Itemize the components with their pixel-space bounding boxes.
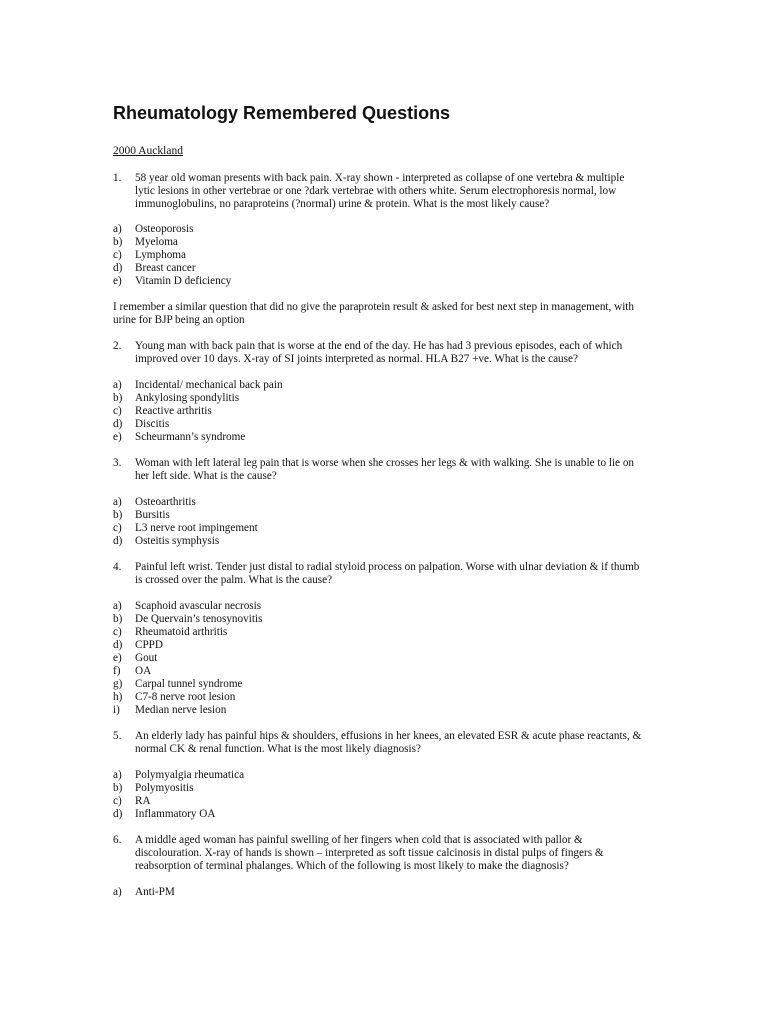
option-text: Osteoporosis <box>135 223 194 235</box>
question-text-line: improved over 10 days. X-ray of SI joints interpreted as normal. HLA B27 +ve. What is the cause? <box>135 353 578 365</box>
option-text: CPPD <box>135 639 163 651</box>
option-letter: c) <box>113 626 122 638</box>
question-text-line: normal CK & renal function. What is the most likely diagnosis? <box>135 743 421 755</box>
option-text: OA <box>135 665 152 677</box>
option-text: Osteoarthritis <box>135 496 196 508</box>
option-letter: c) <box>113 249 122 261</box>
option-letter: f) <box>113 665 121 677</box>
option-text: Myeloma <box>135 236 178 248</box>
option-letter: c) <box>113 795 122 807</box>
option-letter: e) <box>113 652 122 664</box>
option-text: Anti-PM <box>135 886 175 898</box>
question-text-line: An elderly lady has painful hips & shoulders, effusions in her knees, an elevated ESR & acute phase reactants, & <box>135 730 642 742</box>
note-text-line: urine for BJP being an option <box>113 314 245 326</box>
option-letter: a) <box>113 769 122 781</box>
option-text: Gout <box>135 652 158 664</box>
option-text: Osteitis symphysis <box>135 535 220 547</box>
option-text: L3 nerve root impingement <box>135 522 258 534</box>
question-number: 1. <box>113 172 122 184</box>
option-letter: a) <box>113 886 122 898</box>
option-text: Polymyositis <box>135 782 194 794</box>
question-text-line: immunoglobulins, no paraproteins (?normal) urine & protein. What is the most likely cause? <box>135 198 550 210</box>
option-text: Ankylosing spondylitis <box>135 392 240 404</box>
option-letter: b) <box>113 236 123 248</box>
question-number: 3. <box>113 457 122 469</box>
option-letter: d) <box>113 639 123 651</box>
option-text: De Quervain’s tenosynovitis <box>135 613 263 625</box>
option-letter: a) <box>113 223 122 235</box>
note-text-line: I remember a similar question that did no give the paraprotein result & asked for best next step in management, with <box>113 301 635 313</box>
option-letter: b) <box>113 782 123 794</box>
option-text: Vitamin D deficiency <box>135 275 232 287</box>
option-letter: h) <box>113 691 123 703</box>
option-letter: d) <box>113 418 123 430</box>
question-text-line: is crossed over the palm. What is the cause? <box>135 574 333 586</box>
question-number: 6. <box>113 834 122 846</box>
question-text-line: her left side. What is the cause? <box>135 470 277 482</box>
option-text: Breast cancer <box>135 262 196 274</box>
question-number: 2. <box>113 340 122 352</box>
option-letter: b) <box>113 392 123 404</box>
option-text: Incidental/ mechanical back pain <box>135 379 283 391</box>
option-text: Bursitis <box>135 509 170 521</box>
option-text: Rheumatoid arthritis <box>135 626 228 638</box>
option-text: Scheurmann’s syndrome <box>135 431 246 443</box>
question-text-line: Painful left wrist. Tender just distal to radial styloid process on palpation. Worse with ulnar deviation & if thumb <box>135 561 640 573</box>
option-text: Discitis <box>135 418 170 430</box>
question-text-line: reabsorption of terminal phalanges. Which of the following is most likely to make the diagnosis? <box>135 860 569 872</box>
option-letter: a) <box>113 600 122 612</box>
option-text: C7-8 nerve root lesion <box>135 691 236 703</box>
option-text: RA <box>135 795 151 807</box>
option-text: Reactive arthritis <box>135 405 212 417</box>
option-letter: d) <box>113 535 123 547</box>
option-letter: d) <box>113 262 123 274</box>
question-text-line: A middle aged woman has painful swelling of her fingers when cold that is associated with pallor & <box>135 834 583 846</box>
question-text-line: Woman with left lateral leg pain that is worse when she crosses her legs & with walking. She is unable to lie on <box>135 457 635 469</box>
option-text: Carpal tunnel syndrome <box>135 678 243 690</box>
question-text-line: lytic lesions in other vertebrae or one ?dark vertebrae with others white. Serum electrophoresis normal, low <box>135 185 617 197</box>
option-letter: c) <box>113 405 122 417</box>
page-title: Rheumatology Remembered Questions <box>113 103 451 123</box>
option-text: Polymyalgia rheumatica <box>135 769 245 781</box>
option-letter: b) <box>113 613 123 625</box>
option-letter: d) <box>113 808 123 820</box>
question-number: 4. <box>113 561 122 573</box>
option-letter: a) <box>113 496 122 508</box>
option-letter: e) <box>113 275 122 287</box>
question-text-line: Young man with back pain that is worse at the end of the day. He has had 3 previous episodes, each of which <box>135 340 623 352</box>
option-letter: a) <box>113 379 122 391</box>
question-number: 5. <box>113 730 122 742</box>
option-text: Lymphoma <box>135 249 186 261</box>
option-text: Median nerve lesion <box>135 704 227 716</box>
option-letter: g) <box>113 678 123 690</box>
question-text-line: discolouration. X-ray of hands is shown – interpreted as soft tissue calcinosis in distal pulps of fingers & <box>135 847 604 859</box>
option-letter: e) <box>113 431 122 443</box>
option-text: Inflammatory OA <box>135 808 216 820</box>
option-text: Scaphoid avascular necrosis <box>135 600 262 612</box>
option-letter: b) <box>113 509 123 521</box>
option-letter: i) <box>113 704 120 716</box>
option-letter: c) <box>113 522 122 534</box>
section-heading: 2000 Auckland <box>113 145 183 157</box>
question-text-line: 58 year old woman presents with back pain. X-ray shown - interpreted as collapse of one vertebra & multiple <box>135 172 625 184</box>
